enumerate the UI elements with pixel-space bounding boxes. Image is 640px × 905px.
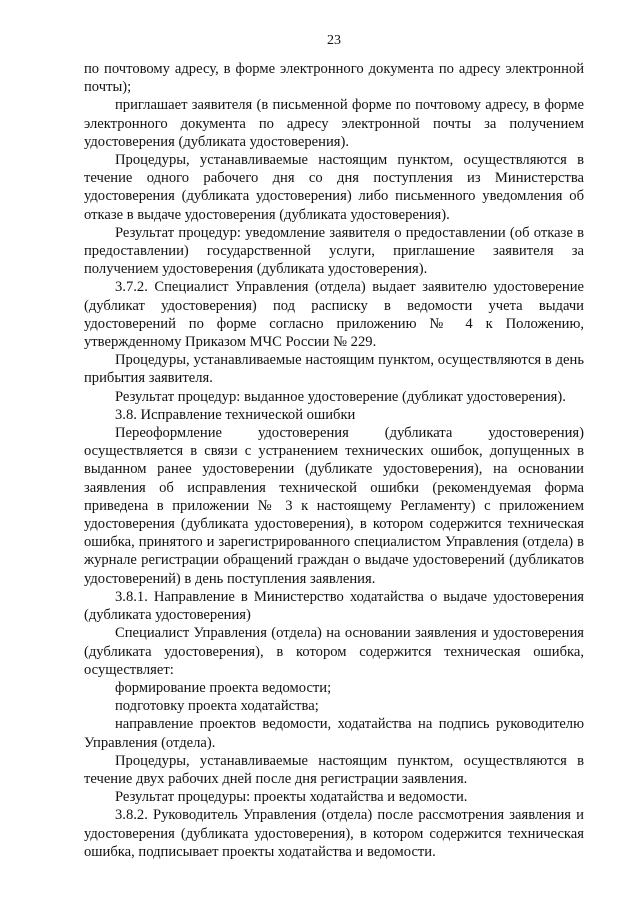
paragraph: Процедуры, устанавливаемые настоящим пунктом, осуществляются в течение двух рабочих дней после дня регистрации заявления. [84, 752, 584, 787]
paragraph: Результат процедуры: проекты ходатайства и ведомости. [115, 789, 468, 806]
paragraph: 3.7.2. Специалист Управления (отдела) выдает заявителю удостоверение (дубликат удостоверения) под расписку в ведомости учета выдачи удостоверений по форме согласно приложению № 4 к Положению, утвержденному Приказом МЧС России № 229. [84, 279, 584, 351]
paragraph: Специалист Управления (отдела) на основании заявления и удостоверения (дубликата удостоверения), в котором содержится техническая ошибка, осуществляет: [84, 625, 584, 678]
page-number: 23 [327, 33, 341, 48]
paragraph: 3.8.2. Руководитель Управления (отдела) после рассмотрения заявления и удостоверения (дубликата удостоверения), в котором содержится техническая ошибка, подписывает проекты ходатайства и ведомости. [84, 807, 584, 860]
paragraph: Результат процедур: уведомление заявителя о предоставлении (об отказе в предоставлении) государственной услуги, приглашение заявителя за получением удостоверения (дубликата удостоверения). [84, 224, 584, 278]
paragraph: 3.8. Исправление технической ошибки [115, 406, 356, 423]
paragraph: Процедуры, устанавливаемые настоящим пунктом, осуществляются в течение одного рабочего дня со дня поступления из Министерства удостоверения (дубликата удостоверения) либо письменного уведомления об отказе в выдаче удостоверения (дубликата удостоверения). [84, 152, 584, 223]
paragraph: направление проектов ведомости, ходатайства на подпись руководителю Управления (отдела). [84, 716, 584, 751]
paragraph: Переоформление удостоверения (дубликата удостоверения) осуществляется в связи с устранением технических ошибок, допущенных в выданном ранее удостоверении (дубликате удостоверения), на основании заявления об исправления технической ошибки (рекомендуемая форма приведена в приложении № 3 к настоящему Регламенту) с приложением удостоверения (дубликата удостоверения), в котором содержится техническая ошибка, принятого и зарегистрированного специалистом Управления (отдела) в журнале регистрации обращений граждан о выдаче удостоверений (дубликатов удостоверений) в день поступления заявления. [84, 425, 584, 587]
paragraph: 3.8.1. Направление в Министерство ходатайства о выдаче удостоверения (дубликата удостоверения) [84, 588, 584, 624]
document-body [84, 60, 584, 861]
paragraph: подготовку проекта ходатайства; [115, 698, 319, 715]
paragraph: приглашает заявителя (в письменной форме по почтовому адресу, в форме электронного документа по адресу электронной почты за получением удостоверения (дубликата удостоверения). [84, 97, 584, 150]
paragraph: Результат процедур: выданное удостоверение (дубликат удостоверения). [115, 388, 566, 405]
paragraph: Процедуры, устанавливаемые настоящим пунктом, осуществляются в день прибытия заявителя. [84, 352, 584, 387]
paragraph: по почтовому адресу, в форме электронного документа по адресу электронной почты); [84, 61, 584, 96]
paragraph: формирование проекта ведомости; [115, 679, 332, 696]
